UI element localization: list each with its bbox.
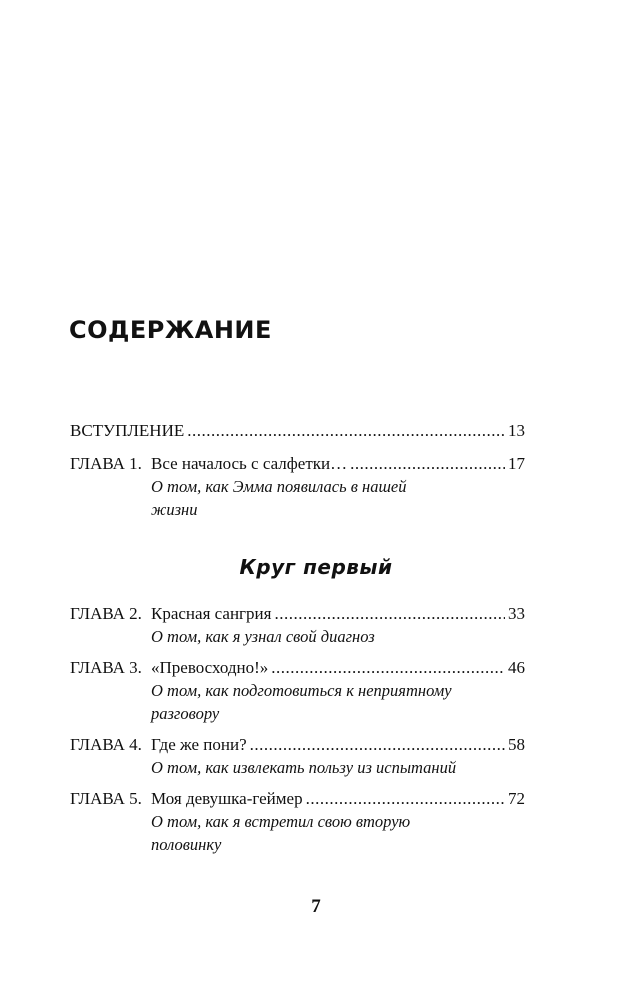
section-heading: Круг первый [239, 555, 393, 579]
toc-entry-chapter-5 [70, 788, 525, 856]
toc-entry-chapter-4 [70, 734, 525, 779]
dot-leader [271, 657, 505, 679]
toc-entry-subtitle-line: разговору [151, 704, 220, 723]
toc-entry-title: «Превосходно!» [151, 658, 269, 677]
toc-entry-introduction [70, 420, 525, 442]
toc-entry-page: 33 [508, 604, 525, 623]
toc-entry-page: 58 [508, 735, 525, 754]
toc-entry-subtitle-line: жизни [151, 500, 198, 519]
toc-entry-title: Моя девушка-геймер [151, 789, 303, 808]
toc-entry-chapter-1 [70, 453, 525, 521]
toc-entry-title: Где же пони? [151, 735, 247, 754]
toc-entry-title: ВСТУПЛЕНИЕ [70, 421, 185, 440]
dot-leader [350, 453, 505, 475]
toc-entry-number: ГЛАВА 2. [70, 604, 142, 623]
toc-entry-number: ГЛАВА 4. [70, 735, 142, 754]
toc-entry-number: ГЛАВА 3. [70, 658, 142, 677]
toc-entry-page: 17 [508, 454, 525, 473]
toc-entry-title: Красная сангрия [151, 604, 272, 623]
toc-entry-subtitle-line: О том, как Эмма появилась в нашей [151, 477, 407, 496]
dot-leader [250, 734, 505, 756]
page-number: 7 [311, 896, 321, 917]
toc-entry-subtitle-line: половинку [151, 835, 222, 854]
page-title: СОДЕРЖАНИЕ [69, 316, 272, 344]
dot-leader [306, 788, 505, 810]
dot-leader [187, 420, 505, 442]
toc-entry-subtitle-line: О том, как я встретил свою вторую [151, 812, 411, 831]
toc-entry-chapter-3 [70, 657, 525, 725]
toc-intro-list [70, 420, 525, 521]
toc-entry-number: ГЛАВА 1. [70, 454, 142, 473]
toc-entry-title: Все началось с салфетки… [151, 454, 348, 473]
toc-entry-subtitle-line: О том, как извлекать пользу из испытаний [151, 758, 457, 777]
toc-entry-number: ГЛАВА 5. [70, 789, 142, 808]
toc-entry-subtitle-line: О том, как подготовиться к неприятному [151, 681, 452, 700]
toc-entry-subtitle-line: О том, как я узнал свой диагноз [151, 627, 375, 646]
toc-entry-page: 46 [508, 658, 525, 677]
toc-entry-page: 72 [508, 789, 525, 808]
toc-section-list [70, 603, 525, 856]
toc-entry-page: 13 [508, 421, 525, 440]
dot-leader [274, 603, 505, 625]
toc-entry-chapter-2 [70, 603, 525, 648]
